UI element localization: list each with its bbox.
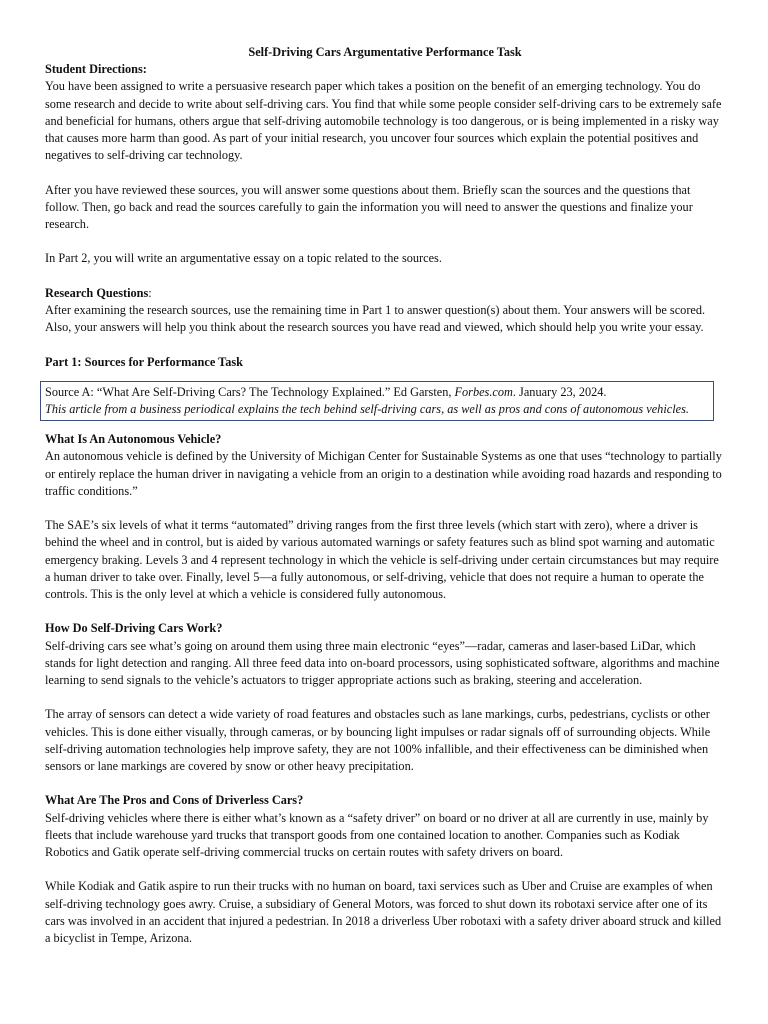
section-paragraph: Self-driving vehicles where there is either what’s known as a “safety driver” on board or no driver at all are currently in use, mainly by fleets that include warehouse yard trucks that transport goods from one contained location to another. Companies such as Kodiak Robotics and Gatik operate self-driving commercial trucks on certain routes with safety drivers on board. — [45, 810, 709, 860]
research-questions-heading: Research Questions — [45, 285, 149, 300]
source-a-citation — [45, 384, 707, 401]
student-directions-heading: Student Directions: — [45, 62, 147, 77]
source-a-citation-prefix: Source A: “What Are Self-Driving Cars? The Technology Explained.” Ed Garsten, — [45, 384, 455, 399]
research-questions-heading-line — [45, 285, 725, 302]
document-title: Self-Driving Cars Argumentative Performance Task — [248, 45, 522, 59]
research-questions-text: After examining the research sources, use the remaining time in Part 1 to answer question(s) about them. Your answers will be scored. Also, your answers will help you think about the research sources you have read and viewed, which should help you write your essay. — [45, 303, 706, 335]
section-paragraph: The array of sensors can detect a wide variety of road features and obstacles such as lane markings, curbs, pedestrians, cyclists or other vehicles. This is done either visually, through cameras, or by bouncing light impulses or radar signals off of surrounding objects. While self-driving automation technologies help improve safety, they are not 100% infallible, and their effectiveness can be diminished when sensors or lane markings are covered by snow or other heavy precipitation. — [45, 707, 711, 774]
research-questions-colon: : — [148, 285, 152, 300]
directions-paragraph: In Part 2, you will write an argumentative essay on a topic related to the sources. — [45, 251, 442, 266]
source-a-citation-box — [40, 381, 714, 421]
document-page — [45, 44, 725, 947]
section-heading-pros-cons: What Are The Pros and Cons of Driverless Cars? — [45, 793, 304, 808]
directions-paragraph: After you have reviewed these sources, you will answer some questions about them. Briefly scan the sources and the questions that follow. Then, go back and read the sources carefully to gain the information you will need to answer the questions and finalize your research. — [45, 182, 693, 232]
section-paragraph: The SAE’s six levels of what it terms “automated” driving ranges from the first three levels (which start with zero), where a driver is behind the wheel and in control, but is aided by various automated warnings or safety features such as blind spot warning and automatic emergency braking. Levels 3 and 4 represent technology in which the vehicle is self-driving under certain circumstances but may require a human driver to take over. Finally, level 5—a fully autonomous, or self-driving, vehicle that does not require a human to operate the controls. This is the only level at which a vehicle is considered fully autonomous. — [45, 518, 719, 602]
source-a-citation-suffix: . January 23, 2024. — [512, 384, 607, 399]
section-heading-how-it-works: How Do Self-Driving Cars Work? — [45, 621, 223, 636]
section-paragraph: While Kodiak and Gatik aspire to run their trucks with no human on board, taxi services such as Uber and Cruise are examples of when self-driving technology goes awry. Cruise, a subsidiary of General Motors, was forced to shut down its robotaxi service after one of its cars was involved in an accident that injured a pedestrian. In 2018 a driverless Uber robotaxi with a safety driver aboard struck and killed a bicyclist in Tempe, Arizona. — [45, 879, 722, 946]
directions-paragraph: You have been assigned to write a persuasive research paper which takes a position on the benefit of an emerging technology. You do some research and decide to write about self-driving cars. You find that while some people consider self-driving cars to be extremely safe and beneficial for humans, others argue that self-driving automobile technology is too dangerous, or is being implemented in a risky way that causes more harm than good. As part of your initial research, you uncover four sources which explain the potential positives and negatives to self-driving car technology. — [45, 79, 722, 163]
section-paragraph: Self-driving cars see what’s going on around them using three main electronic “eyes”—radar, cameras and laser-based LiDar, which stands for light detection and ranging. All three feed data into on-board processors, using sophisticated software, algorithms and machine learning to send signals to the vehicle’s actuators to trigger appropriate actions such as braking, steering and acceleration. — [45, 638, 720, 688]
part1-heading: Part 1: Sources for Performance Task — [45, 354, 243, 369]
section-paragraph: An autonomous vehicle is defined by the University of Michigan Center for Sustainable Systems as one that uses “technology to partially or entirely replace the human driver in navigating a vehicle from an origin to a destination while avoiding road hazards and responding to traffic conditions.” — [45, 449, 722, 498]
source-a-publication: Forbes.com — [454, 384, 513, 399]
source-a-description: This article from a business periodical explains the tech behind self-driving cars, as well as pros and cons of autonomous vehicles. — [45, 402, 689, 416]
section-heading-autonomous-vehicle: What Is An Autonomous Vehicle? — [45, 432, 222, 447]
